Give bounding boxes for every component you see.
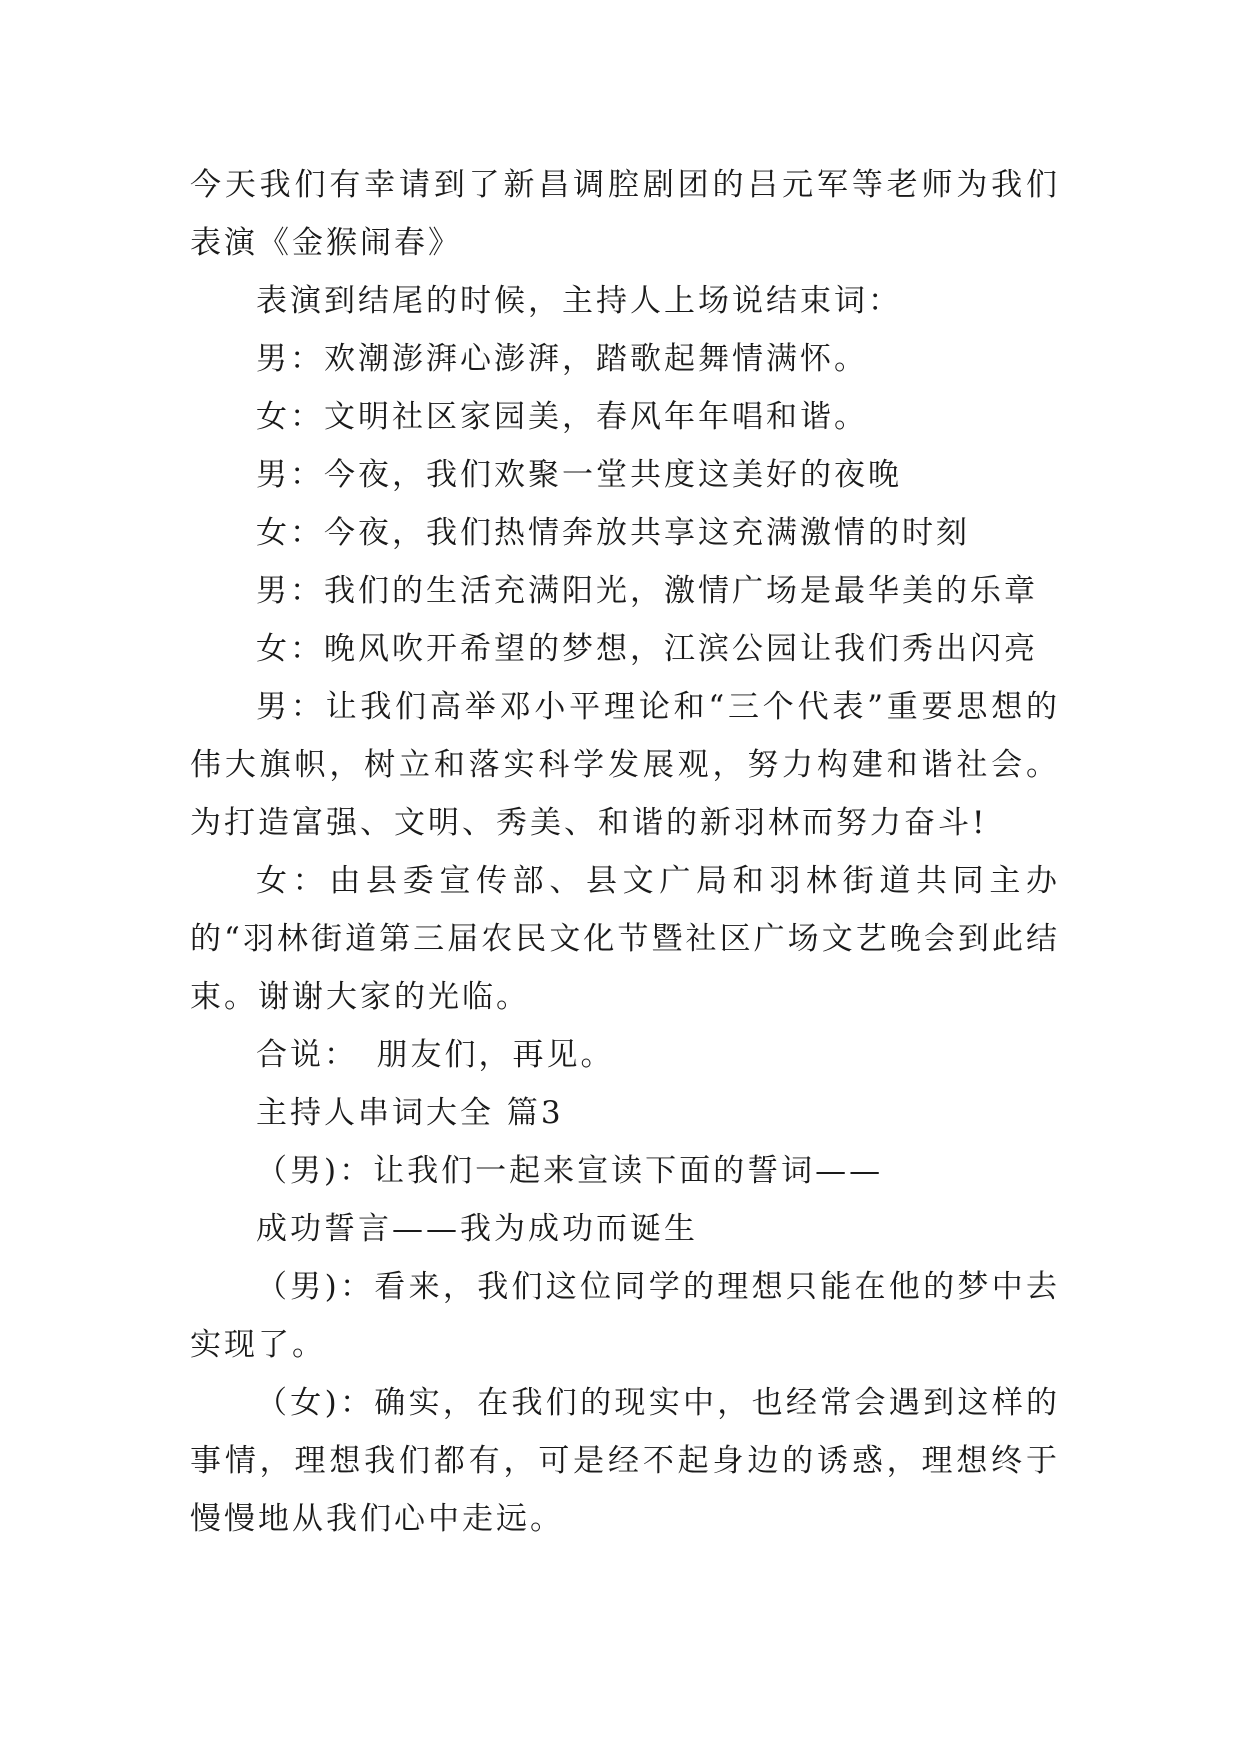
paragraph: 表演到结尾的时候，主持人上场说结束词： <box>256 283 902 319</box>
paragraph: 合说： 朋友们，再见。 <box>256 1037 615 1073</box>
section-heading: 主持人串词大全 篇3 <box>256 1095 564 1131</box>
paragraph: 女：文明社区家园美，春风年年唱和谐。 <box>256 399 868 435</box>
paragraph: 男：今夜，我们欢聚一堂共度这美好的夜晚 <box>256 457 902 493</box>
paragraph: 今天我们有幸请到了新昌调腔剧团的吕元军等老师为我们表演《金猴闹春》 <box>190 167 1060 261</box>
paragraph: 男：让我们高举邓小平理论和“三个代表”重要思想的伟大旗帜，树立和落实科学发展观，努力构建和谐社会。为打造富强、文明、秀美、和谐的新羽林而努力奋斗! <box>190 689 1060 841</box>
paragraph: 成功誓言——我为成功而诞生 <box>256 1211 698 1247</box>
paragraph: 女：今夜，我们热情奔放共享这充满激情的时刻 <box>256 515 970 551</box>
paragraph: （女)：确实，在我们的现实中，也经常会遇到这样的事情，理想我们都有，可是经不起身边的诱惑，理想终于慢慢地从我们心中走远。 <box>190 1385 1060 1537</box>
document-body <box>190 156 1060 1548</box>
paragraph: （男)：让我们一起来宣读下面的誓词—— <box>256 1153 884 1189</box>
paragraph: 女：由县委宣传部、县文广局和羽林街道共同主办的“羽林街道第三届农民文化节暨社区广场文艺晚会到此结束。谢谢大家的光临。 <box>190 863 1060 1015</box>
paragraph: （男)：看来，我们这位同学的理想只能在他的梦中去实现了。 <box>190 1269 1060 1363</box>
paragraph: 女：晚风吹开希望的梦想，江滨公园让我们秀出闪亮 <box>256 631 1038 667</box>
paragraph: 男：欢潮澎湃心澎湃，踏歌起舞情满怀。 <box>256 341 868 377</box>
paragraph: 男：我们的生活充满阳光，激情广场是最华美的乐章 <box>256 573 1038 609</box>
